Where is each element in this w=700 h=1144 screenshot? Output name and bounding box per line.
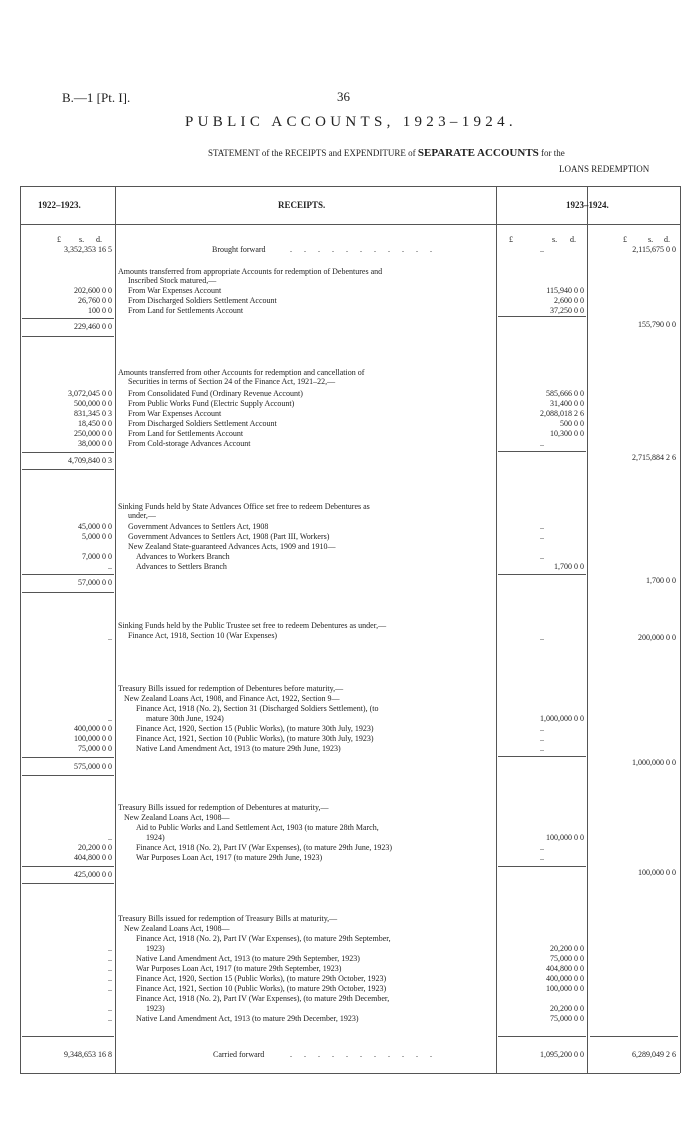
row-label: Finance Act, 1920, Section 15 (Public Works), (to mature 30th July, 1923)	[136, 724, 374, 733]
row-prev: ..	[108, 964, 112, 973]
row-label: From Discharged Soldiers Settlement Account	[128, 419, 277, 428]
section-4-heading: Sinking Funds held by the Public Trustee set free to redeem Debentures as under,—	[118, 621, 387, 630]
unit-pounds-mid: £	[509, 235, 513, 244]
section-4-prev: ..	[108, 633, 112, 642]
section-3-heading: Sinking Funds held by State Advances Office set free to redeem Debentures as	[118, 502, 370, 511]
row-prev: ..	[108, 974, 112, 983]
row-cur: 400,000 0 0	[546, 974, 584, 983]
row-label: From War Expenses Account	[128, 409, 222, 418]
row-cur: 75,000 0 0	[550, 954, 584, 963]
row-cur: 100,000 0 0	[546, 833, 584, 842]
row-prev: 202,600 0 0	[74, 286, 112, 295]
row-prev: 26,760 0 0	[78, 296, 112, 305]
column-header-1923: 1923–1924.	[566, 200, 609, 210]
row-label: Finance Act, 1921, Section 10 (Public Works), (to mature 30th July, 1923)	[136, 734, 374, 743]
row-label: Advances to Workers Branch	[136, 552, 230, 561]
row-label: New Zealand State-guaranteed Advances Acts, 1909 and 1910—	[128, 542, 336, 551]
row-label: From Land for Settlements Account	[128, 429, 244, 438]
row-prev: 404,800 0 0	[74, 853, 112, 862]
section-3-subtotal: 57,000 0 0	[78, 578, 112, 587]
row-prev: 831,345 0 3	[74, 409, 112, 418]
statement-subtitle: STATEMENT of the RECEIPTS and EXPENDITURE of SEPARATE ACCOUNTS for the	[208, 147, 565, 159]
row-cur: ..	[540, 439, 544, 448]
row-cur: 2,600 0 0	[554, 296, 584, 305]
section-7-heading2: New Zealand Loans Act, 1908—	[124, 924, 230, 933]
section-6-total: 100,000 0 0	[638, 868, 676, 877]
section-1-total: 155,790 0 0	[638, 320, 676, 329]
section-2-total: 2,715,884 2 6	[632, 453, 676, 462]
unit-pounds-right: £	[623, 235, 627, 244]
leader-dots: ...........	[290, 1050, 444, 1059]
row-label: Finance Act, 1921, Section 10 (Public Works), (to mature 29th October, 1923)	[136, 984, 387, 993]
section-2-heading: Amounts transferred from other Accounts for redemption and cancellation of	[118, 368, 365, 377]
row-label: Native Land Amendment Act, 1913 (to mature 29th December, 1923)	[136, 1014, 359, 1023]
row-label: Finance Act, 1918 (No. 2), Part IV (War Expenses), (to mature 29th September,	[136, 934, 391, 943]
section-2-subtotal: 4,709,840 0 3	[68, 456, 112, 465]
row-label: Finance Act, 1918 (No. 2), Part IV (War Expenses), (to mature 29th June, 1923)	[136, 843, 393, 852]
section-4-cur: ..	[540, 633, 544, 642]
row-label-cont: mature 30th June, 1924)	[146, 714, 224, 723]
row-label: From War Expenses Account	[128, 286, 222, 295]
row-label: Government Advances to Settlers Act, 1908 (Part III, Workers)	[128, 532, 330, 541]
row-cur: ..	[540, 552, 544, 561]
page-number: 36	[337, 89, 350, 104]
section-1-heading2: Inscribed Stock matured,—	[128, 276, 217, 285]
section-6-subtotal: 425,000 0 0	[74, 870, 112, 879]
unit-pence-left: d.	[96, 235, 102, 244]
brought-forward-label: Brought forward	[212, 245, 266, 254]
section-2-heading2: Securities in terms of Section 24 of the Finance Act, 1921–22,—	[128, 377, 336, 386]
carried-forward-label: Carried forward	[213, 1050, 265, 1059]
row-label: Advances to Settlers Branch	[136, 562, 227, 571]
row-label: Native Land Amendment Act, 1913 (to mature 29th September, 1923)	[136, 954, 360, 963]
row-prev: 18,450 0 0	[78, 419, 112, 428]
row-cur: 10,300 0 0	[550, 429, 584, 438]
row-cur: 1,000,000 0 0	[540, 714, 584, 723]
section-1-heading: Amounts transferred from appropriate Accounts for redemption of Debentures and	[118, 267, 383, 276]
section-5-heading: Treasury Bills issued for redemption of Debentures before maturity,—	[118, 684, 344, 693]
row-cur: 20,200 0 0	[550, 944, 584, 953]
row-prev: ..	[108, 562, 112, 571]
carried-forward-prev: 9,348,653 16 8	[64, 1050, 112, 1059]
row-prev: ..	[108, 954, 112, 963]
row-label: Finance Act, 1920, Section 15 (Public Works), (to mature 29th October, 1923)	[136, 974, 387, 983]
row-cur: 75,000 0 0	[550, 1014, 584, 1023]
row-label-cont: 1924)	[146, 833, 165, 842]
row-prev: 20,200 0 0	[78, 843, 112, 852]
row-label: Native Land Amendment Act, 1913 (to mature 29th June, 1923)	[136, 744, 341, 753]
row-cur: 2,088,018 2 6	[540, 409, 584, 418]
leader-dots: ...........	[290, 245, 444, 254]
section-4-heading2: Finance Act, 1918, Section 10 (War Expenses)	[128, 631, 278, 640]
brought-forward-dots: ..	[540, 245, 544, 254]
row-prev: 38,000 0 0	[78, 439, 112, 448]
row-cur: 37,250 0 0	[550, 306, 584, 315]
row-cur: 31,400 0 0	[550, 399, 584, 408]
row-cur: 404,800 0 0	[546, 964, 584, 973]
column-header-receipts: RECEIPTS.	[278, 200, 326, 210]
unit-pence-right: d.	[664, 235, 670, 244]
section-3-heading2: under,—	[128, 511, 156, 520]
unit-shillings-right: s.	[648, 235, 654, 244]
page-title: PUBLIC ACCOUNTS, 1923–1924.	[185, 114, 517, 130]
row-cur: 20,200 0 0	[550, 1004, 584, 1013]
row-prev: 250,000 0 0	[74, 429, 112, 438]
section-1-subtotal: 229,460 0 0	[74, 322, 112, 331]
row-prev: 75,000 0 0	[78, 744, 112, 753]
row-label-cont: 1923)	[146, 1004, 165, 1013]
row-label: War Purposes Loan Act, 1917 (to mature 29th September, 1923)	[136, 964, 342, 973]
row-label: Finance Act, 1918 (No. 2), Part IV (War Expenses), (to mature 29th December,	[136, 994, 390, 1003]
row-prev: ..	[108, 714, 112, 723]
section-6-heading2: New Zealand Loans Act, 1908—	[124, 813, 230, 822]
row-cur: 500 0 0	[560, 419, 584, 428]
row-prev: 7,000 0 0	[82, 552, 112, 561]
row-prev: 400,000 0 0	[74, 724, 112, 733]
row-label: From Cold-storage Advances Account	[128, 439, 251, 448]
row-label: Government Advances to Settlers Act, 1908	[128, 522, 269, 531]
row-cur: 1,700 0 0	[554, 562, 584, 571]
row-cur: ..	[540, 532, 544, 541]
row-prev: ..	[108, 1014, 112, 1023]
row-label: Aid to Public Works and Land Settlement Act, 1903 (to mature 28th March,	[136, 823, 379, 832]
unit-pence-mid: d.	[570, 235, 576, 244]
row-prev: 5,000 0 0	[82, 532, 112, 541]
row-cur: 585,666 0 0	[546, 389, 584, 398]
unit-shillings-left: s.	[79, 235, 85, 244]
row-prev: 100 0 0	[88, 306, 112, 315]
row-prev: ..	[108, 833, 112, 842]
row-cur: ..	[540, 843, 544, 852]
carried-forward-total: 6,289,049 2 6	[632, 1050, 676, 1059]
section-3-total: 1,700 0 0	[646, 576, 676, 585]
row-cur: ..	[540, 724, 544, 733]
row-prev: 500,000 0 0	[74, 399, 112, 408]
row-prev: ..	[108, 984, 112, 993]
row-prev: ..	[108, 1004, 112, 1013]
row-label: From Consolidated Fund (Ordinary Revenue Account)	[128, 389, 303, 398]
section-4-total: 200,000 0 0	[638, 633, 676, 642]
unit-shillings-mid: s.	[552, 235, 558, 244]
row-cur: 100,000 0 0	[546, 984, 584, 993]
row-label: From Public Works Fund (Electric Supply Account)	[128, 399, 295, 408]
section-5-heading2: New Zealand Loans Act, 1908, and Finance Act, 1922, Section 9—	[124, 694, 340, 703]
statement-subtitle-line2: LOANS REDEMPTION	[559, 164, 650, 174]
row-prev: 3,072,045 0 0	[68, 389, 112, 398]
row-label: From Land for Settlements Account	[128, 306, 244, 315]
brought-forward-prev: 3,352,353 16 5	[64, 245, 112, 254]
row-prev: ..	[108, 944, 112, 953]
row-label-cont: 1923)	[146, 944, 165, 953]
row-prev: 100,000 0 0	[74, 734, 112, 743]
row-cur: ..	[540, 853, 544, 862]
row-label: War Purposes Loan Act, 1917 (to mature 29th June, 1923)	[136, 853, 323, 862]
row-prev: 45,000 0 0	[78, 522, 112, 531]
row-label: Finance Act, 1918 (No. 2), Section 31 (Discharged Soldiers Settlement), (to	[136, 704, 379, 713]
row-cur: ..	[540, 744, 544, 753]
row-cur: ..	[540, 734, 544, 743]
unit-pounds-left: £	[57, 235, 61, 244]
row-cur: ..	[540, 522, 544, 531]
section-6-heading: Treasury Bills issued for redemption of Debentures at maturity,—	[118, 803, 329, 812]
row-label: From Discharged Soldiers Settlement Account	[128, 296, 277, 305]
section-7-heading: Treasury Bills issued for redemption of Treasury Bills at maturity,—	[118, 914, 338, 923]
carried-forward-cur: 1,095,200 0 0	[540, 1050, 584, 1059]
section-5-total: 1,000,000 0 0	[632, 758, 676, 767]
section-5-subtotal: 575,000 0 0	[74, 762, 112, 771]
page-ref: B.—1 [Pt. I].	[62, 90, 131, 105]
brought-forward-total: 2,115,675 0 0	[632, 245, 676, 254]
row-cur: 115,940 0 0	[546, 286, 584, 295]
column-header-1922: 1922–1923.	[38, 200, 81, 210]
